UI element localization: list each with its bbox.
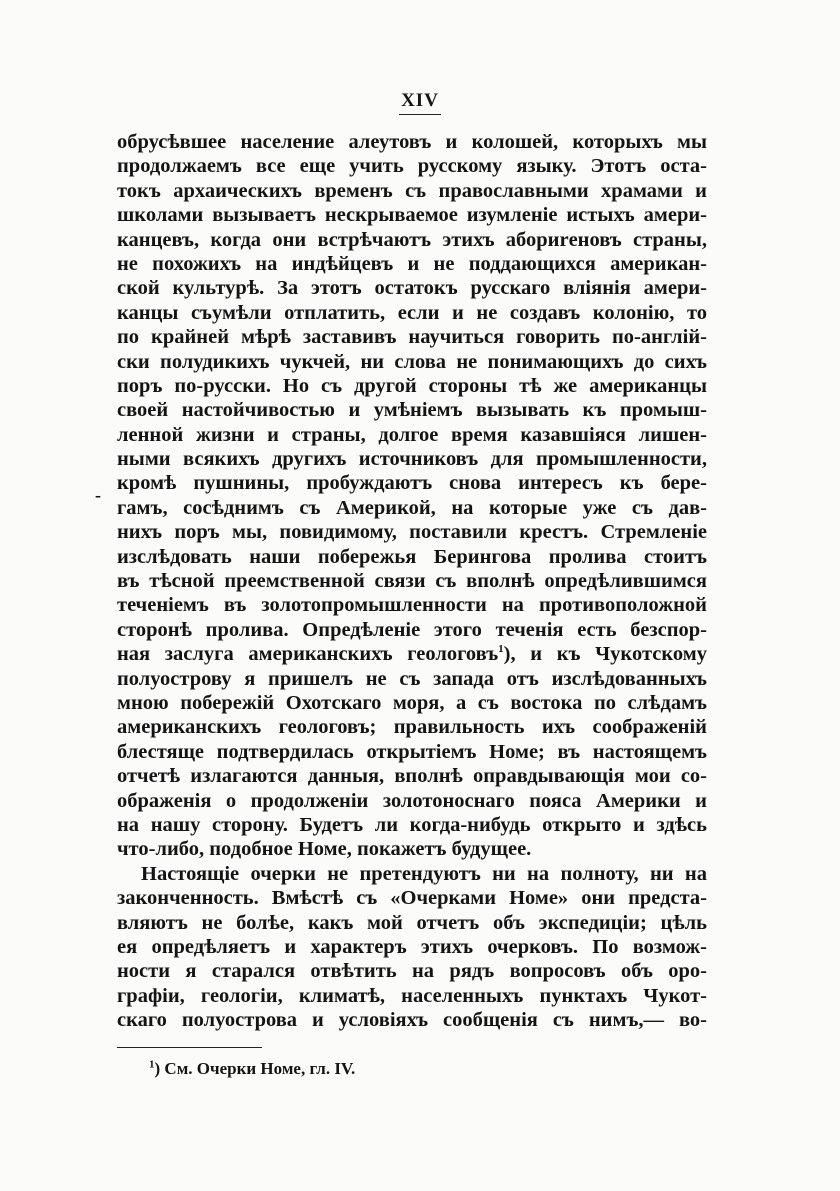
body-text (117, 130, 707, 1032)
text-line: ской культурѣ. За этотъ остатокъ русскаго вліянія амери- (117, 277, 707, 300)
text-line: не похожихъ на индѣйцевъ и не поддающихся американ- (117, 252, 707, 275)
paragraph-start-line: Настоящіе очерки не претендуютъ ни на полноту, ни на (141, 862, 707, 885)
text-line: ленной жизни и страны, долгое время казавшіяся лишен- (117, 423, 707, 446)
text-line: ными всякихъ другихъ источниковъ для промышленности, (117, 448, 707, 471)
text-line-with-footnote (117, 642, 707, 666)
text-line: школами вызываетъ нескрываемое изумленіе истыхъ амери- (117, 204, 707, 227)
text-line: теченіемъ въ золотопромышленности на противоположной (117, 594, 707, 617)
text-line: нихъ поръ мы, повидимому, поставили крестъ. Стремленіе (117, 521, 707, 544)
footnote-divider (117, 1047, 262, 1048)
text-line: въ тѣсной преемственной связи съ вполнѣ опредѣлившимся (117, 570, 707, 593)
text-line: графіи, геологіи, климатѣ, населенныхъ пунктахъ Чукот- (117, 984, 707, 1007)
text-line: кромѣ пушнины, пробуждаютъ снова интересъ къ бере- (117, 472, 707, 495)
text-line: законченность. Вмѣстѣ съ «Очерками Номе» они предста- (117, 887, 707, 910)
footnote-marker: 1 (149, 1058, 155, 1071)
text-line: ности я старался отвѣтить на рядъ вопросовъ объ оро- (117, 960, 707, 983)
text-line: на нашу сторону. Будетъ ли когда-нибудь открыто и здѣсь (117, 813, 707, 836)
text-fragment: ), и къ Чукотскому (503, 643, 707, 666)
text-line: токъ архаическихъ временъ съ православными храмами и (117, 179, 707, 202)
text-line: вляютъ не болѣе, какъ мой отчетъ объ экспедиціи; цѣль (117, 911, 707, 934)
paragraph-end-line: что-либо, подобное Номе, покажетъ будущее. (117, 838, 532, 861)
page-number (0, 90, 840, 115)
text-line: отчетѣ излагаются данныя, вполнѣ оправдывающія мои со- (117, 765, 707, 788)
text-line: мною побережій Охотскаго моря, а съ востока по слѣдамъ (117, 691, 707, 714)
text-line: сторонѣ пролива. Опредѣленіе этого теченія есть безспор- (117, 618, 707, 641)
text-line: продолжаемъ все еще учить русскому языку. Этотъ оста- (117, 155, 707, 178)
text-line: поръ по-русски. Но съ другой стороны тѣ же американцы (117, 374, 707, 397)
text-line: ея опредѣляетъ и характеръ этихъ очерковъ. По возмож- (117, 935, 707, 958)
text-line: американскихъ геологовъ; правильность ихъ соображеній (117, 716, 707, 739)
margin-mark: - (95, 485, 101, 505)
text-line: своей настойчивостью и умѣніемъ вызывать къ промыш- (117, 399, 707, 422)
text-line: обрусѣвшее население алеутовъ и колошей, которыхъ мы (117, 131, 707, 153)
text-fragment: ная заслуга американскихъ геологовъ (117, 643, 499, 666)
text-line: по крайней мѣрѣ заставивъ научиться говорить по-англій- (117, 326, 707, 349)
text-line: скаго полуострова и условіяхъ сообщенія съ нимъ,— во- (117, 1009, 707, 1032)
footnote (149, 1058, 355, 1080)
text-line: полуострову я пришелъ не съ запада отъ изслѣдованныхъ (117, 667, 707, 690)
text-line: канцевъ, когда они встрѣчаютъ этихъ абориrеновъ страны, (117, 228, 707, 251)
text-line: ски полудикихъ чукчей, ни слова не понимающихъ до сихъ (117, 350, 707, 373)
text-line: блестяще подтвердилась открытіемъ Номе; въ настоящемъ (117, 740, 707, 763)
footnote-text: ) См. Очерки Номе, гл. IV. (154, 1059, 356, 1078)
text-line: изслѣдовать наши побережья Берингова пролива стоитъ (117, 545, 707, 568)
text-line: ображенія о продолженіи золотоноснаго пояса Америки и (117, 789, 707, 812)
page-number-label: XIV (399, 90, 441, 115)
footnote-reference: 1 (498, 643, 504, 656)
text-line: гамъ, сосѣднимъ съ Америкой, на которые уже съ дав- (117, 496, 707, 519)
text-line: канцы съумѣли отплатить, если и не создавъ колонію, то (117, 301, 707, 324)
